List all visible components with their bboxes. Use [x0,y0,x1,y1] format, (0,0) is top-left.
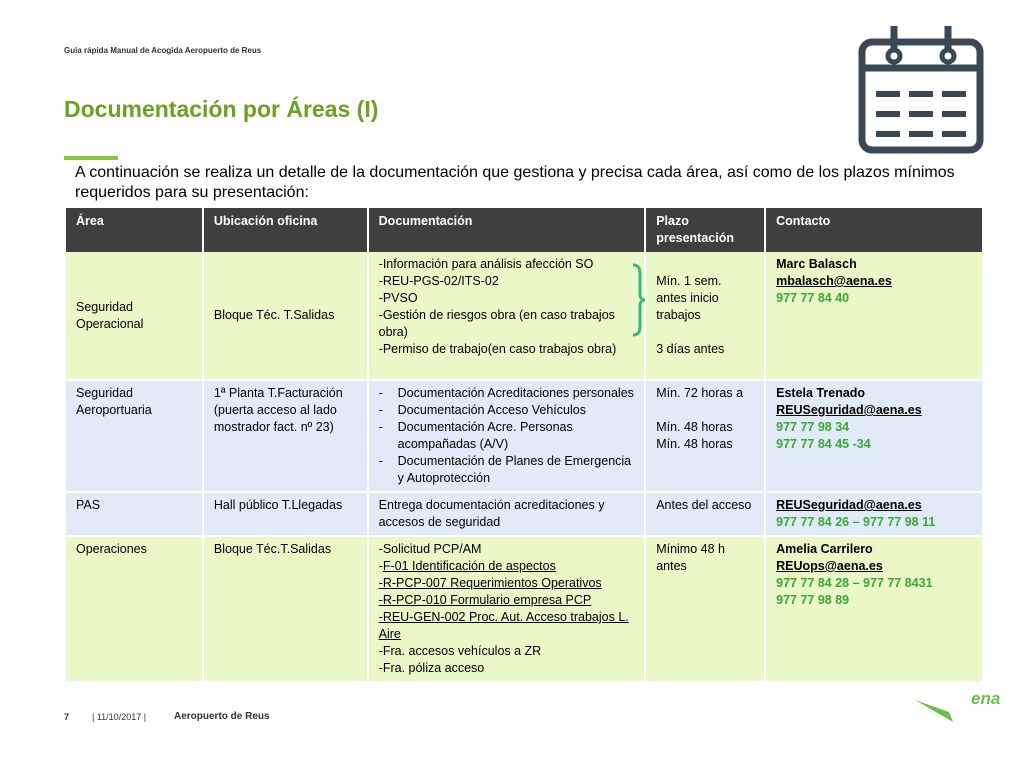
doc-line: -REU-PGS-02/ITS-02 [378,274,499,288]
term-line: Mín. 48 horas [656,437,733,451]
cell-contact [765,492,983,536]
header-contact: Contacto [765,208,983,252]
aena-logo-icon [915,684,1005,724]
contact-phone: 977 77 98 89 [776,593,850,607]
guide-title: Guia rápida Manual de Acogida Aeropuerto de Reus [64,46,262,55]
footer-date: | 11/10/2017 | [92,712,147,722]
cell-office: 1ª Planta T.Facturación (puerta acceso al lado mostrador fact. nº 23) [203,380,368,492]
contact-name: Marc Balasch [776,257,857,271]
cell-term: Mínimo 48 h antes [645,536,765,682]
doc-line: -PVSO [378,291,418,305]
table-row-operaciones [66,536,983,682]
cell-office: Hall público T.Llegadas [203,492,368,536]
contact-phone: 977 77 98 34 [776,420,850,434]
table-header-row [66,208,983,252]
contact-email-link[interactable]: REUops@aena.es [776,559,883,573]
cell-office: Bloque Téc. T.Salidas [203,252,368,380]
term-line: 3 días antes [656,342,725,356]
cell-docs [368,252,646,380]
doc-line: -Solicitud PCP/AM [378,542,482,556]
cell-term [645,380,765,492]
doc-bullet: - Documentación Acceso Vehículos [378,403,586,417]
doc-link[interactable]: F-01 Identificación de aspectos [382,559,556,573]
table-row-pas [66,492,983,536]
contact-name: Amelia Carrilero [776,542,873,556]
contact-email-link[interactable]: REUSeguridad@aena.es [776,403,922,417]
term-line: Mín. 1 sem. antes inicio trabajos [656,274,722,322]
doc-line: -F-01 Identificación de aspectos [378,559,556,573]
doc-link[interactable]: -R-PCP-010 Formulario empresa PCP [378,593,592,607]
page-number: 7 [64,712,70,722]
contact-phone: 977 77 84 45 -34 [776,437,871,451]
contact-phone: 977 77 84 26 – 977 77 98 11 [776,515,936,529]
doc-line: -Gestión de riesgos obra (en caso trabajos obra) [378,308,615,339]
cell-area: PAS [66,492,203,536]
cell-docs [368,536,646,682]
svg-text:ena: ena [971,689,1001,708]
contact-phone: 977 77 84 40 [776,291,850,305]
doc-line: -Fra. accesos vehículos a ZR [378,644,542,658]
table-row-seguridad-operacional [66,252,983,380]
cell-office: Bloque Téc.T.Salidas [203,536,368,682]
table-row-seguridad-aeroportuaria [66,380,983,492]
cell-term [645,252,765,380]
header-documentation: Documentación [368,208,646,252]
intro-text: A continuación se realiza un detalle de la documentación que gestiona y precisa cada área, así como de los plazos mínimos requeridos para su presentación: [75,164,955,201]
doc-bullet: - Documentación Acre. Personas acompañadas (A/V) [378,420,573,451]
accent-bar [64,156,118,160]
cell-area: Operaciones [66,536,203,682]
term-line: Mín. 72 horas a [656,386,744,400]
contact-name: Estela Trenado [776,386,866,400]
cell-contact [765,380,983,492]
doc-line: -Información para análisis afección SO [378,257,594,271]
header-office: Ubicación oficina [203,208,368,252]
contact-email-link[interactable]: mbalasch@aena.es [776,274,892,288]
cell-area: Seguridad Operacional [66,252,203,380]
footer-airport: Aeropuerto de Reus [174,711,270,722]
doc-line: -Fra. póliza acceso [378,661,485,675]
cell-contact [765,252,983,380]
cell-docs: Entrega documentación acreditaciones y accesos de seguridad [368,492,646,536]
contact-phone: 977 77 84 28 – 977 77 8431 [776,576,933,590]
calendar-icon [856,22,986,156]
header-term: Plazo presentación [645,208,765,252]
doc-bullet: - Documentación Acreditaciones personales [378,386,634,400]
cell-term: Antes del acceso [645,492,765,536]
page-title: Documentación por Áreas (I) [64,96,379,122]
doc-bullet: - Documentación de Planes de Emergencia y Autoprotección [378,454,632,485]
cell-contact [765,536,983,682]
term-line: Mín. 48 horas [656,420,733,434]
contact-email-link[interactable]: REUSeguridad@aena.es [776,498,922,512]
doc-link[interactable]: -R-PCP-007 Requerimientos Operativos [378,576,602,590]
curly-brace-icon [630,262,646,338]
documentation-table [66,208,984,683]
cell-area: Seguridad Aeroportuaria [66,380,203,492]
cell-docs [368,380,646,492]
doc-link[interactable]: -REU-GEN-002 Proc. Aut. Acceso trabajos L. Aire [378,610,629,641]
header-area: Área [66,208,203,252]
doc-line: -Permiso de trabajo(en caso trabajos obra) [378,342,617,356]
